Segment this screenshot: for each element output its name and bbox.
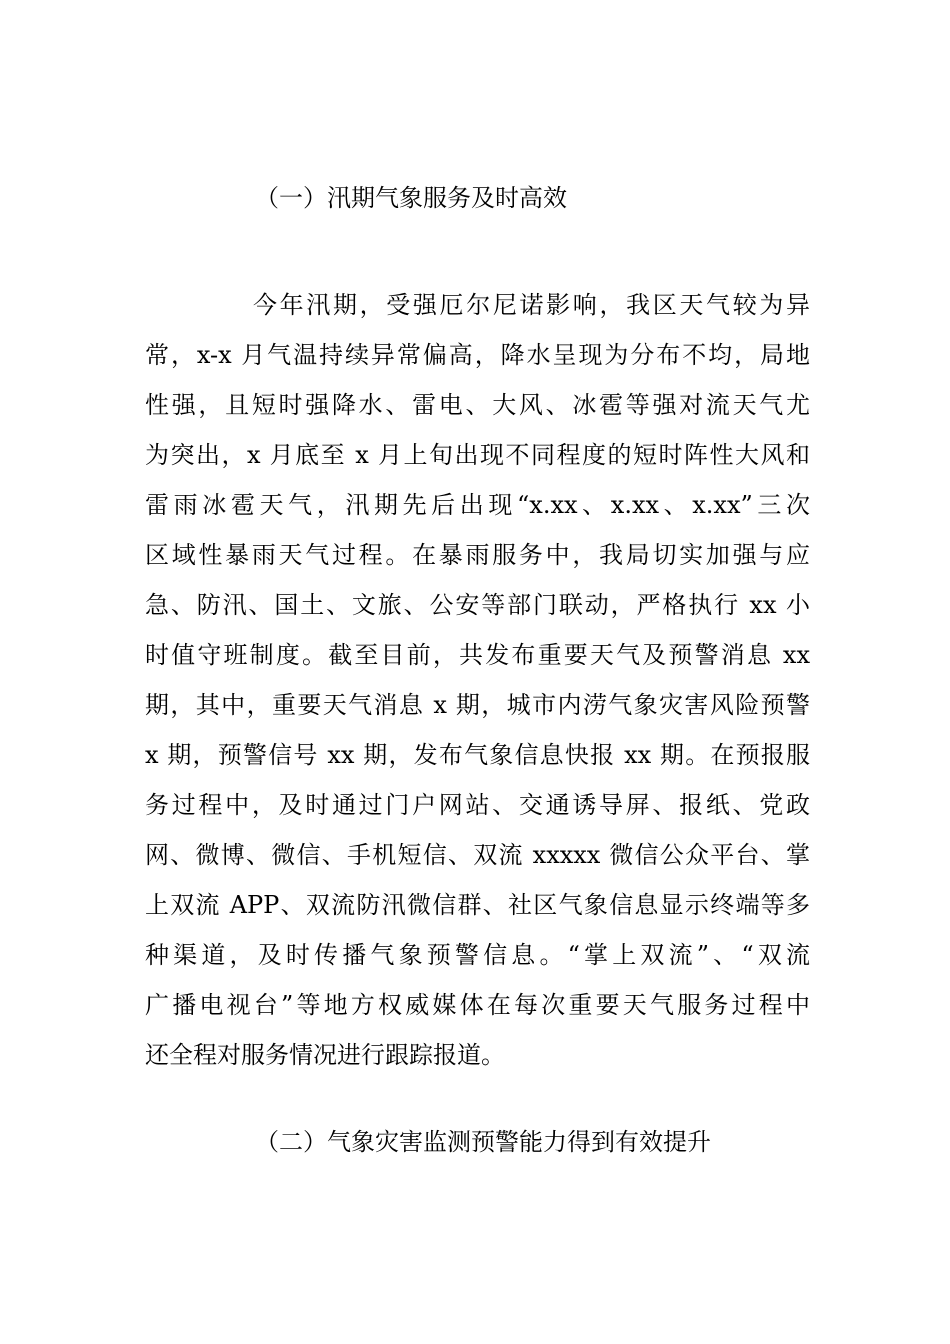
paragraph-line: 期，其中，重要天气消息 x 期，城市内涝气象灾害风险预警 [145, 691, 810, 719]
paragraph-line: 网、微博、微信、手机短信、双流 xxxxx 微信公众平台、掌 [145, 841, 810, 869]
paragraph-line: 区域性暴雨天气过程。在暴雨服务中，我局切实加强与应 [145, 541, 810, 569]
paragraph-line: 时值守班制度。截至目前，共发布重要天气及预警消息 xx [145, 641, 810, 669]
paragraph-line: 今年汛期，受强厄尔尼诺影响，我区天气较为异 [253, 291, 810, 319]
paragraph-line: 为突出，x 月底至 x 月上旬出现不同程度的短时阵性大风和 [145, 441, 810, 469]
paragraph-line: 还全程对服务情况进行跟踪报道。 [145, 1041, 505, 1069]
paragraph-line: 雷雨冰雹天气，汛期先后出现“x.xx、x.xx、x.xx”三次 [145, 491, 810, 519]
paragraph-line: 种渠道，及时传播气象预警信息。“掌上双流”、“双流 [145, 941, 810, 969]
paragraph-line: 常，x-x 月气温持续异常偏高，降水呈现为分布不均，局地 [145, 341, 810, 369]
paragraph-line: 性强，且短时强降水、雷电、大风、冰雹等强对流天气尤 [145, 391, 810, 419]
section-heading-1: （一）汛期气象服务及时高效 [255, 184, 567, 212]
paragraph-line: 务过程中，及时通过门户网站、交通诱导屏、报纸、党政 [145, 791, 810, 819]
paragraph-line: 上双流 APP、双流防汛微信群、社区气象信息显示终端等多 [145, 891, 810, 919]
body-paragraph [145, 280, 810, 1080]
section-heading-2: （二）气象灾害监测预警能力得到有效提升 [255, 1128, 711, 1156]
paragraph-line: 广播电视台”等地方权威媒体在每次重要天气服务过程中 [145, 991, 810, 1019]
paragraph-line: x 期，预警信号 xx 期，发布气象信息快报 xx 期。在预报服 [145, 741, 810, 769]
paragraph-line: 急、防汛、国土、文旅、公安等部门联动，严格执行 xx 小 [145, 591, 810, 619]
